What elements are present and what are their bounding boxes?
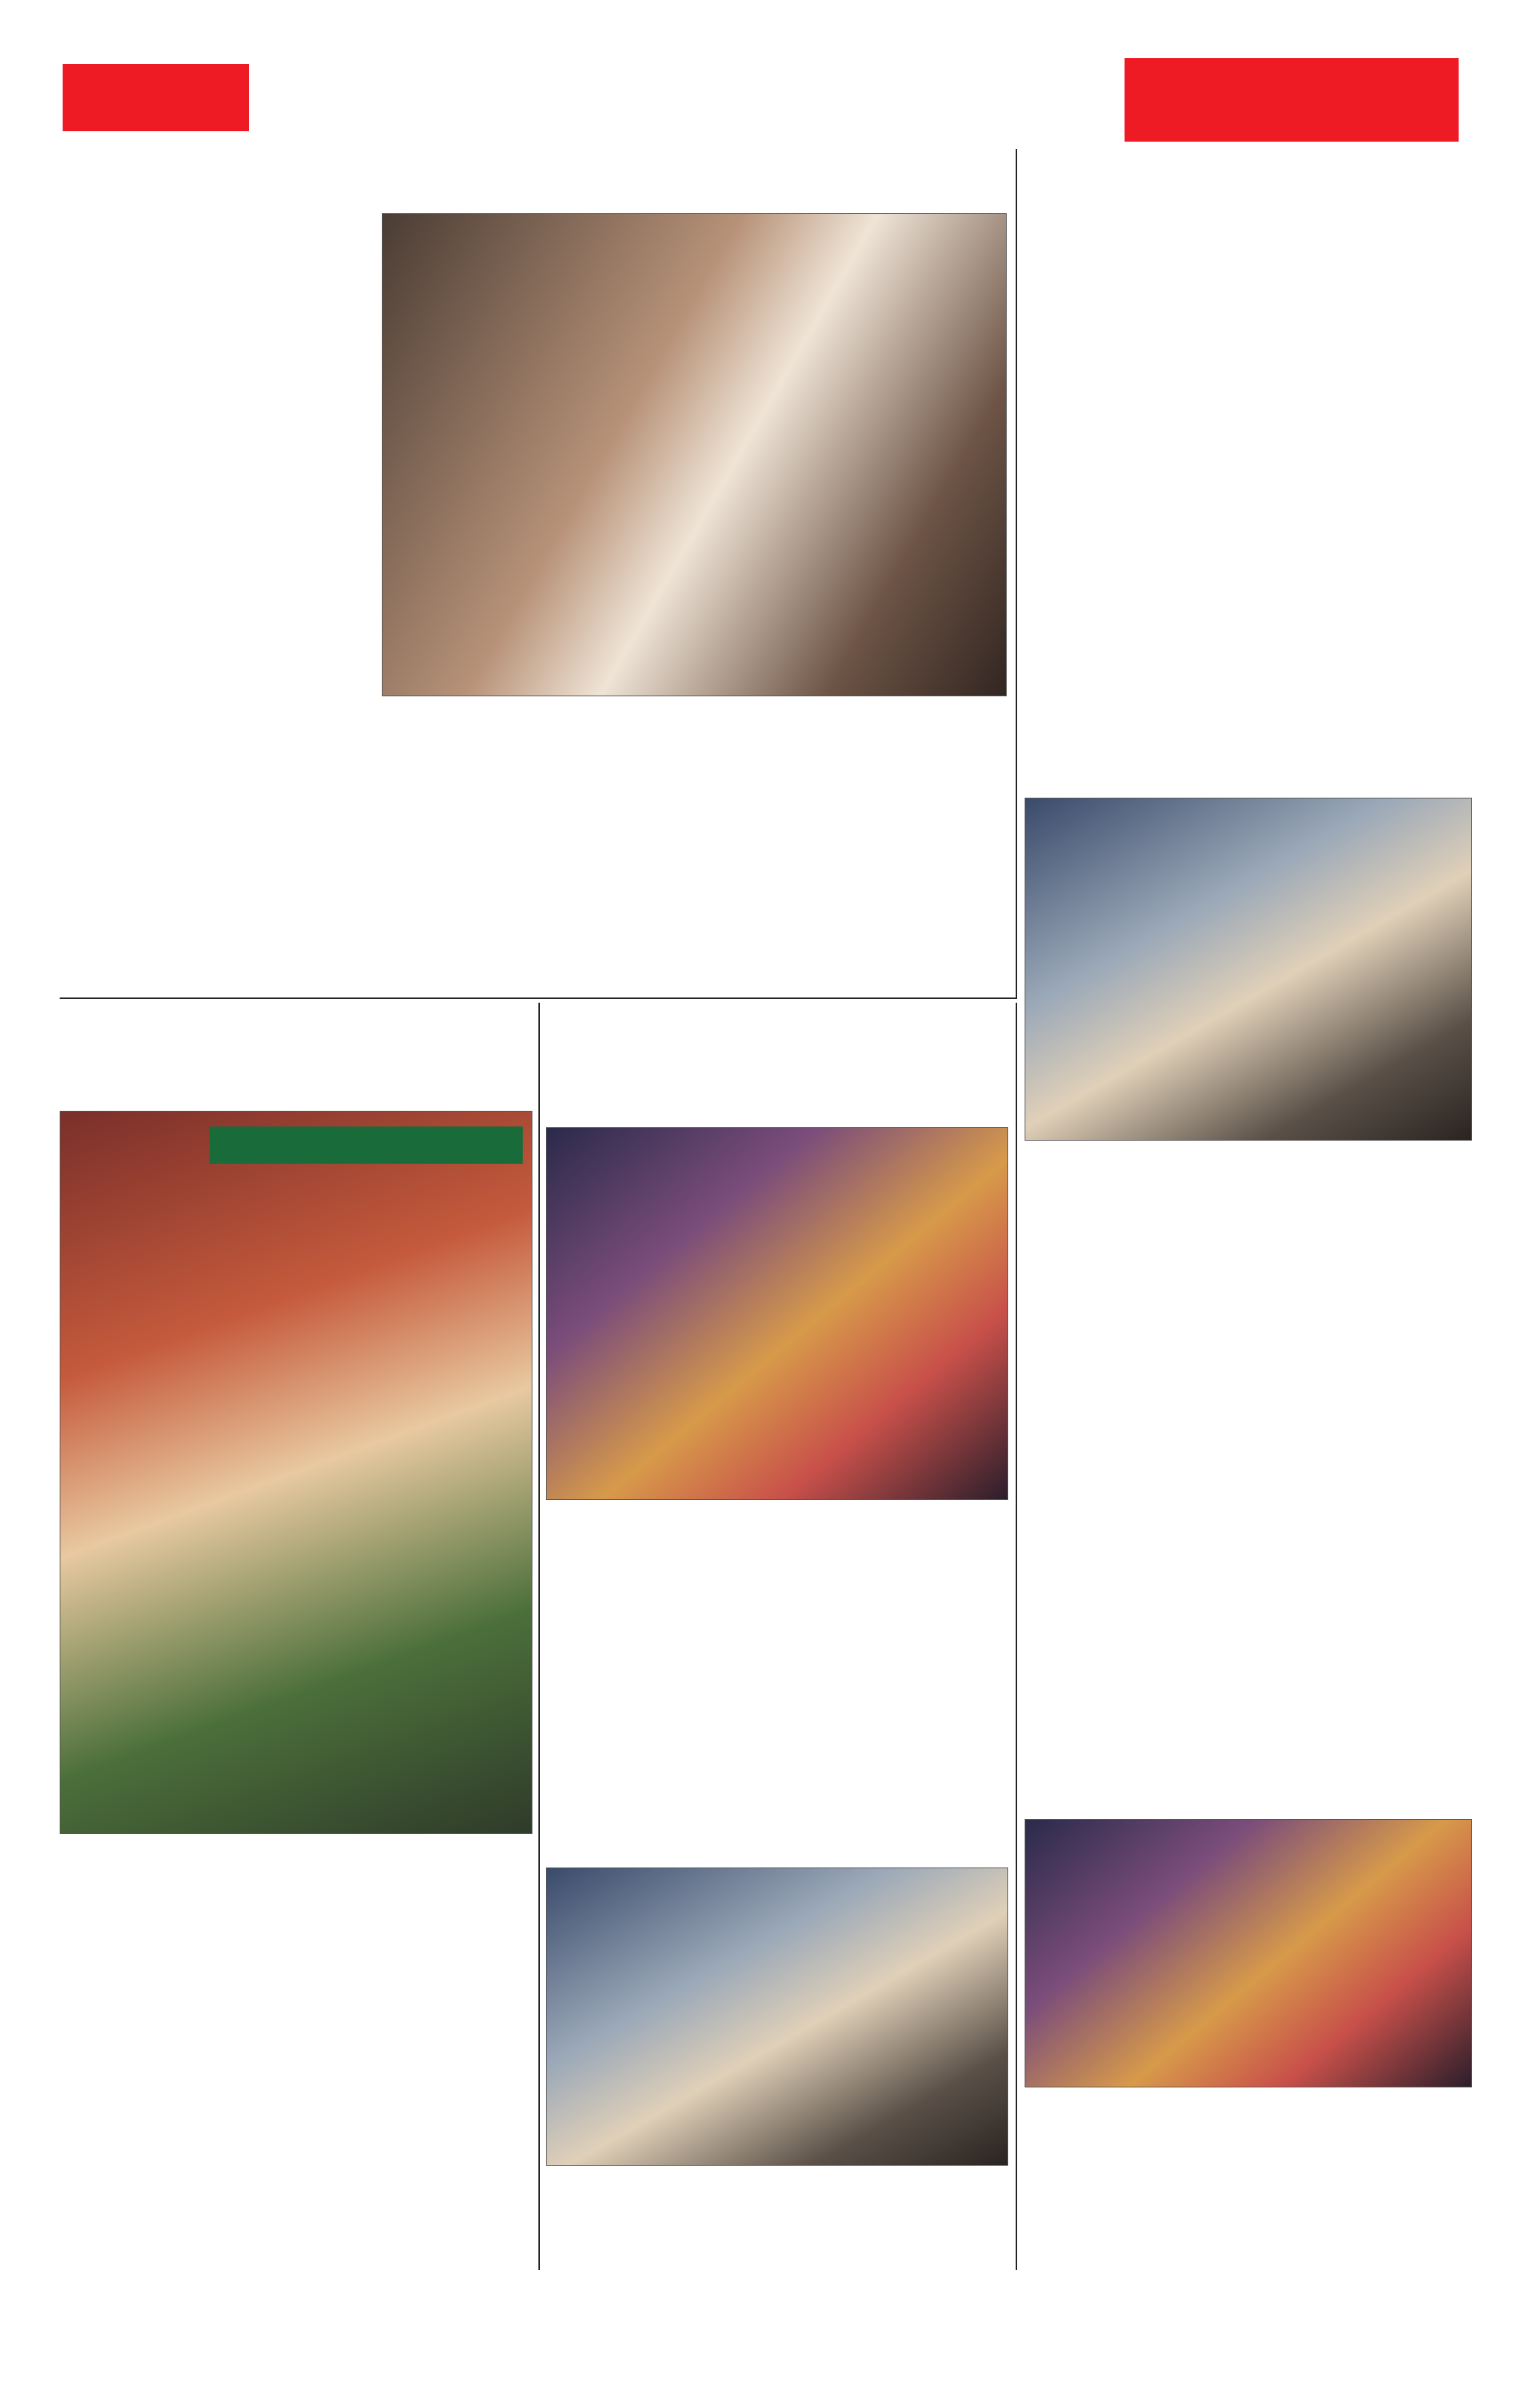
page-number [1348,58,1459,142]
sriramaraksha-headline [1025,1748,1472,1790]
chavakula-headline [60,2363,532,2408]
lead-photo-caption [382,701,1007,738]
header-day [63,64,249,69]
sriramaraksha-sub [1025,1793,1472,1814]
madanapalli-banner [210,1126,523,1164]
date-box [63,64,249,131]
lead-photo [382,213,1007,696]
divider [1016,149,1017,999]
masthead-title [1125,58,1348,142]
madanapalli-body [60,1841,532,2356]
divider [60,997,1016,999]
divider [1016,1003,1017,2270]
child-marriage-headline [546,1014,1008,1096]
farmers-body [1025,259,1472,737]
child-marriage-photo [546,1127,1008,1500]
divider [538,1003,540,2270]
sriramaraksha-photo [1025,1819,1472,2087]
sriramaraksha-body [1025,2093,1472,2280]
nellore-photo [1025,798,1472,1141]
madanapalli-photo [60,1111,532,1834]
lead-text-col [60,215,373,1012]
farmers-headline-1 [1025,142,1472,186]
library-photo [546,1868,1008,2166]
madanapalli-headline [60,1010,529,1100]
lead-students [382,740,1007,993]
masthead-box [1125,58,1459,142]
lead-headline [60,158,1007,210]
nellore-body [1025,1148,1472,1744]
library-headline [546,1819,1008,1861]
farmers-headline-2 [1025,185,1472,230]
child-marriage-body [546,1506,1008,1812]
farmers-byline [1025,233,1472,255]
site-url[interactable] [418,75,1089,127]
library-body [546,2171,1008,2275]
nellore-headline [1025,746,1472,790]
child-marriage-byline [546,1102,1008,1123]
